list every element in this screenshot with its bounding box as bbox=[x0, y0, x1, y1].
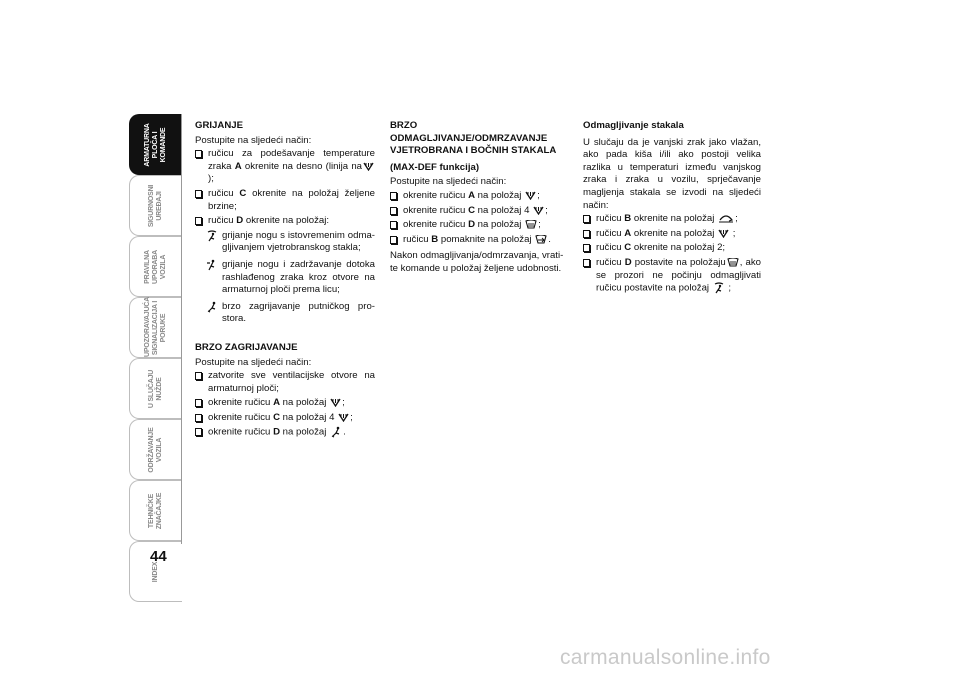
tab-label: ODRŽAVANJE VOZILA bbox=[148, 426, 163, 473]
watermark: carmanualsonline.info bbox=[560, 646, 771, 669]
item-text: ručicu bbox=[208, 187, 240, 199]
heading-grijanje: GRIJANJE bbox=[195, 120, 243, 131]
item-text: pomaknite na položaj bbox=[438, 233, 535, 245]
sub-item-text: grijanje nogu s istovremenim odma-gljivanjem vjetrobranskog stakla; bbox=[222, 229, 375, 254]
knob-letter: C bbox=[239, 187, 247, 199]
item-text: okrenite na položaj 2; bbox=[631, 242, 726, 254]
feet-windscreen-icon bbox=[206, 230, 218, 242]
knob-letter: A bbox=[468, 189, 475, 201]
sub-item-text: grijanje nogu i zadržavanje dotoka rashlađenog zraka kroz otvore na armaturnoj ploči prema licu; bbox=[222, 258, 375, 296]
tab-odrzavanje-vozila[interactable] bbox=[129, 419, 182, 480]
tab-armaturna-ploca[interactable] bbox=[129, 114, 182, 175]
item-text: ručicu bbox=[596, 256, 625, 268]
item-text: ; bbox=[545, 204, 548, 216]
list-item bbox=[390, 205, 565, 218]
tab-upozoravajuca-signalizacija[interactable] bbox=[129, 297, 182, 358]
subheading-max-def: (MAX-DEF funkcija) bbox=[390, 161, 480, 173]
item-text: ručicu za podešavanje temperature zraka bbox=[208, 148, 375, 172]
tab-label: U SLUČAJU NUŽDE bbox=[148, 369, 163, 408]
outro-text: Nakon odmagljivanja/odmrzavanja, vrati-te komande u položaj željene udobnosti. bbox=[390, 250, 564, 274]
column-max-def bbox=[390, 120, 565, 277]
item-text: okrenite ručicu bbox=[403, 204, 469, 216]
knob-letter: B bbox=[431, 233, 439, 245]
item-text: . bbox=[343, 427, 346, 438]
sidebar-divider bbox=[181, 114, 182, 544]
item-text: postavite na položaju bbox=[631, 256, 726, 268]
list-item bbox=[390, 190, 565, 203]
item-text: okrenite ručicu bbox=[208, 411, 274, 423]
knob-letter: C bbox=[273, 411, 280, 423]
fan-speed-icon bbox=[533, 206, 544, 215]
tab-sigurnosni-uredaji[interactable] bbox=[129, 175, 182, 236]
intro-text: Postupite na sljedeći način: bbox=[195, 134, 312, 146]
knob-letter: D bbox=[468, 219, 475, 231]
tab-label: SIGURNOSNI UREĐAJI bbox=[148, 184, 163, 227]
tab-pravilna-uporaba[interactable] bbox=[129, 236, 182, 297]
list-item bbox=[390, 234, 565, 247]
item-text: okrenite ručicu bbox=[403, 219, 469, 231]
knob-letter: D bbox=[273, 427, 280, 438]
page-number: 44 bbox=[150, 548, 167, 565]
knob-letter: B bbox=[624, 213, 632, 225]
item-text: ; bbox=[537, 189, 540, 201]
knob-letter: A bbox=[624, 227, 632, 239]
item-text: zatvorite sve ventilacijske otvore na armaturnoj ploči; bbox=[208, 370, 375, 394]
item-text: na položaj bbox=[475, 219, 525, 231]
list-item bbox=[390, 219, 565, 232]
feet-windscreen-icon bbox=[713, 282, 725, 294]
intro-text: Postupite na sljedeći način: bbox=[195, 356, 312, 368]
tab-label: ARMATURNA PLOČA I KOMANDE bbox=[144, 122, 167, 167]
item-text: na položaj 4 bbox=[280, 411, 338, 423]
windscreen-defrost-icon bbox=[727, 258, 739, 267]
paragraph: U slučaju da je vanjski zrak jako vlažan, ako pada kiša i/ili ako postoji velika razlika u temperaturi između vanjskog zraka i zraka u vozilu, sprječavanje magljenja stakala se izvodi na sljedeći način: bbox=[583, 136, 761, 211]
tab-label: INDEX bbox=[152, 561, 159, 582]
column-heating bbox=[195, 120, 375, 442]
tab-label: TEHNIČKE ZNAČAJKE bbox=[148, 492, 163, 529]
heading-brzo-zagrijavanje: BRZO ZAGRIJAVANJE bbox=[195, 341, 298, 353]
heading-brzo-odmagljivanje: BRZO ODMAGLJIVANJE/ODMRZAVANJE VJETROBRANA I BOČNIH STAKALA bbox=[390, 120, 557, 157]
feet-face-icon bbox=[206, 259, 218, 271]
sub-item-text: brzo zagrijavanje putničkog pro-stora. bbox=[222, 300, 375, 325]
tab-tehnicke-znacajke[interactable] bbox=[129, 480, 182, 541]
sub-item bbox=[195, 230, 375, 255]
item-text: ručicu bbox=[403, 233, 432, 245]
fan-heat-icon bbox=[525, 191, 536, 200]
list-item bbox=[195, 426, 375, 439]
windscreen-defrost-icon bbox=[525, 220, 537, 229]
item-text: okrenite ručicu bbox=[208, 397, 274, 409]
knob-letter: D bbox=[236, 215, 244, 227]
list-item bbox=[583, 213, 761, 226]
item-text: na položaj bbox=[280, 427, 330, 438]
item-text: na položaj bbox=[475, 189, 525, 201]
item-text: ručicu bbox=[596, 242, 625, 254]
fan-speed-icon bbox=[338, 413, 349, 422]
item-text: okrenite na položaj: bbox=[243, 215, 330, 227]
item-text: ; bbox=[730, 227, 736, 239]
fan-heat-icon bbox=[330, 398, 341, 407]
knob-letter: A bbox=[234, 160, 242, 172]
item-text: okrenite ručicu bbox=[403, 189, 469, 201]
feet-icon bbox=[330, 426, 342, 438]
item-text: ; bbox=[735, 213, 738, 225]
tab-label: UPOZORAVAJUĆA SIGNALIZACIJA I PORUKE bbox=[144, 296, 167, 357]
list-item bbox=[583, 228, 761, 241]
item-text: ; bbox=[350, 411, 353, 423]
feet-icon bbox=[206, 301, 218, 313]
list-item bbox=[195, 215, 375, 228]
item-text: , ako se prozori ne počinju odmagljivati ručicu postavite na položaj bbox=[596, 256, 761, 294]
item-text: ručicu bbox=[596, 227, 625, 239]
list-item bbox=[195, 188, 375, 213]
item-text: okrenite na položaj bbox=[631, 227, 718, 239]
item-text: ; bbox=[725, 282, 732, 294]
list-item bbox=[195, 148, 375, 186]
item-text: na položaj 4 bbox=[475, 204, 533, 216]
item-text: ); bbox=[208, 173, 214, 185]
list-item bbox=[195, 397, 375, 410]
knob-letter: A bbox=[273, 397, 280, 409]
item-text: okrenite na desno (linija na bbox=[241, 160, 362, 172]
sub-item bbox=[195, 301, 375, 326]
item-text: ; bbox=[538, 219, 541, 231]
list-item bbox=[195, 370, 375, 395]
fan-heat-icon bbox=[718, 229, 729, 238]
fan-heat-icon bbox=[363, 162, 374, 171]
intro-text: Postupite na sljedeći način: bbox=[390, 176, 507, 188]
tab-label: PRAVILNA UPORABA VOZILA bbox=[144, 249, 167, 284]
recirculation-off-icon bbox=[718, 214, 734, 223]
knob-letter: C bbox=[624, 242, 632, 254]
sub-item bbox=[195, 259, 375, 297]
item-text: na položaj bbox=[280, 397, 330, 409]
outside-air-icon bbox=[535, 235, 547, 244]
item-text: okrenite ručicu bbox=[208, 427, 274, 438]
knob-letter: C bbox=[468, 204, 475, 216]
column-demisting bbox=[583, 120, 761, 297]
item-text: ; bbox=[342, 397, 345, 409]
list-item bbox=[583, 242, 761, 255]
tab-u-slucaju-nuzde[interactable] bbox=[129, 358, 182, 419]
item-text: okrenite na položaj željene brzine; bbox=[208, 187, 375, 212]
knob-letter: D bbox=[624, 256, 632, 268]
item-text: ručicu bbox=[208, 215, 237, 227]
list-item bbox=[583, 257, 761, 295]
item-text: . bbox=[548, 233, 551, 245]
list-item bbox=[195, 412, 375, 425]
item-text: ručicu bbox=[596, 213, 625, 225]
item-text: okrenite na položaj bbox=[631, 213, 718, 225]
heading-odmagljivanje: Odmagljivanje stakala bbox=[583, 120, 684, 131]
